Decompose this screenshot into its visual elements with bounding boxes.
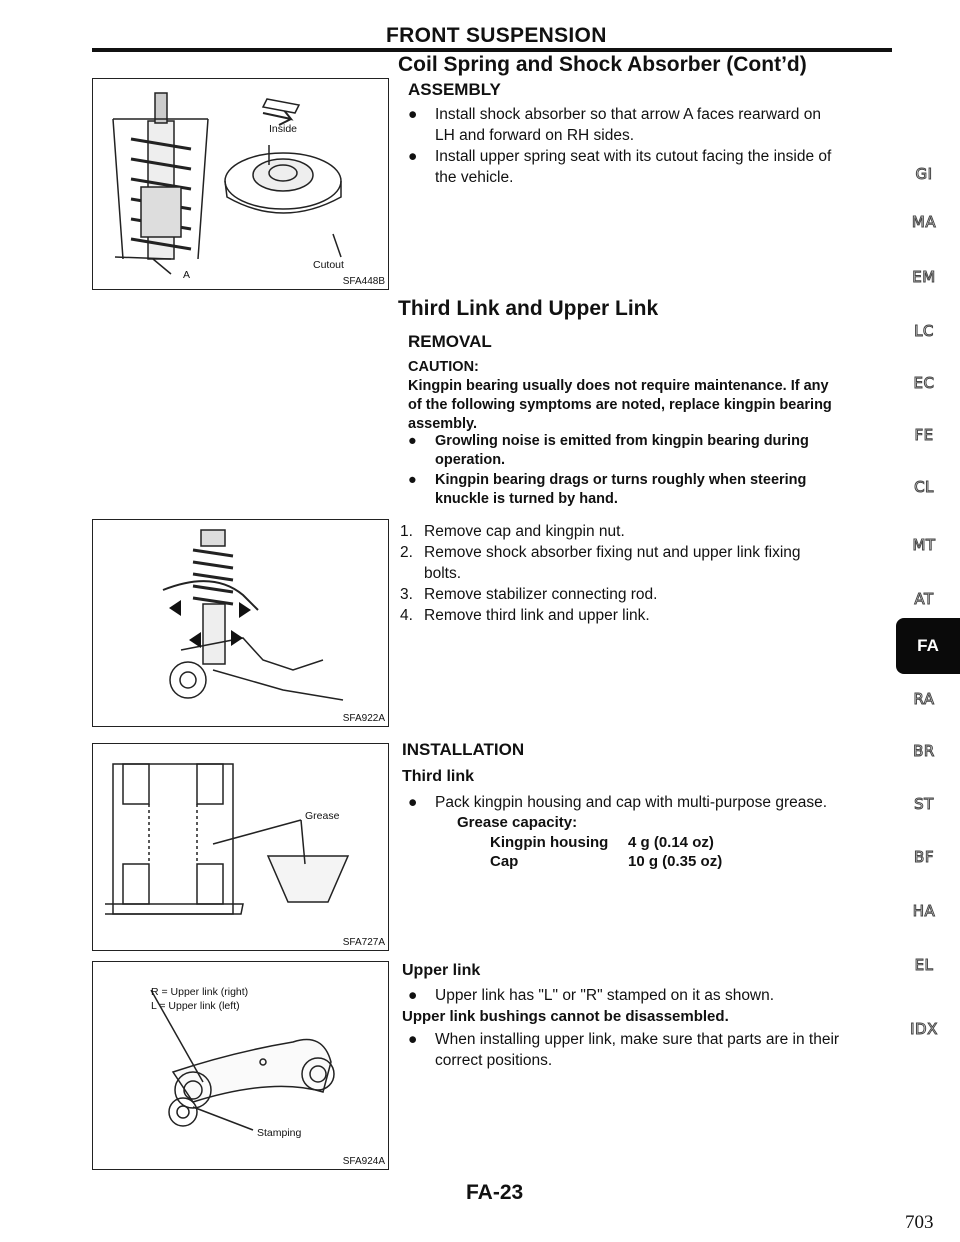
cap-capacity-value: 10 g (0.35 oz) — [628, 853, 723, 870]
cutout-label: Cutout — [313, 259, 344, 271]
bullet-icon: ● — [408, 987, 418, 1004]
bullet-icon: ● — [408, 148, 418, 165]
section-title: FRONT SUSPENSION — [386, 24, 607, 47]
grease-bullet: ● Pack kingpin housing and cap with multi-purpose grease. — [408, 794, 828, 811]
index-tab-lc[interactable]: LC — [914, 322, 934, 340]
figure-code: SFA924A — [342, 1156, 385, 1167]
index-tab-idx[interactable]: IDX — [910, 1020, 938, 1038]
upper-link-bullet-1: ● Upper link has "L" or "R" stamped on it as shown. — [408, 987, 775, 1004]
grease-label: Grease — [305, 810, 340, 822]
index-tab-fe[interactable]: FE — [914, 426, 934, 444]
assembly-bullet-1: ● Install shock absorber so that arrow A faces rearward on LH and forward on RH sides. — [408, 106, 821, 144]
step-2: 2. Remove shock absorber fixing nut and upper link fixing bolts. — [400, 544, 801, 582]
caution-block: CAUTION: Kingpin bearing usually does not require maintenance. If any of the following symptoms are noted, replace kingpin bearing assembly. — [408, 359, 832, 432]
index-tab-em[interactable]: EM — [912, 268, 936, 286]
bullet-icon: ● — [408, 1031, 418, 1048]
removal-heading: REMOVAL — [408, 332, 492, 351]
assembly-heading: ASSEMBLY — [408, 80, 501, 99]
figure-code: SFA448B — [342, 276, 385, 287]
index-tab-ec[interactable]: EC — [913, 374, 935, 392]
index-tab-gi[interactable]: GI — [915, 165, 933, 183]
removal-steps — [400, 521, 896, 626]
symptom-2: ● Kingpin bearing drags or turns roughly when steering knuckle is turned by hand. — [408, 472, 807, 507]
bullet-icon: ● — [408, 472, 417, 488]
shock-assembly-illustration — [93, 79, 388, 289]
step-1: 1. Remove cap and kingpin nut. — [400, 523, 625, 540]
inside-label: Inside — [269, 123, 298, 135]
grease-capacity-label: Grease capacity: — [457, 814, 578, 831]
page-code: FA-23 — [466, 1181, 524, 1204]
figure-code: SFA727A — [342, 937, 385, 948]
kingpin-capacity-row: Kingpin housing — [490, 834, 609, 851]
installation-heading: INSTALLATION — [402, 740, 525, 759]
bullet-icon: ● — [408, 106, 418, 123]
bullet-icon: ● — [408, 433, 417, 449]
third-link-section-title: Third Link and Upper Link — [398, 297, 659, 320]
upper-link-warning: Upper link bushings cannot be disassembled. — [402, 1008, 729, 1025]
index-tab-br[interactable]: BR — [913, 742, 935, 760]
upper-link-bullet-2: ● When installing upper link, make sure that parts are in their correct positions. — [408, 1031, 840, 1069]
figure-code: SFA922A — [342, 713, 385, 724]
figure-kingpin-grease — [92, 743, 389, 951]
index-tab-ma[interactable]: MA — [911, 213, 937, 231]
header-rule — [92, 48, 892, 52]
symptom-1: ● Growling noise is emitted from kingpin bearing during operation. — [408, 433, 809, 468]
suspension-illustration — [93, 520, 388, 726]
upper-link-subheading: Upper link — [402, 962, 481, 979]
l-label: L = Upper link (left) — [151, 1000, 240, 1012]
figure-upper-link — [92, 961, 389, 1170]
index-tab-ra[interactable]: RA — [913, 690, 935, 708]
index-tab-st[interactable]: ST — [914, 795, 934, 813]
index-tab-mt[interactable]: MT — [912, 536, 936, 554]
bullet-icon: ● — [408, 794, 418, 811]
index-tab-el[interactable]: EL — [914, 956, 934, 974]
assembly-bullet-2: ● Install upper spring seat with its cutout facing the inside of the vehicle. — [408, 148, 832, 186]
index-tab-bf[interactable]: BF — [914, 848, 934, 866]
cap-capacity-row: Cap — [490, 853, 519, 870]
index-tab-ha[interactable]: HA — [912, 902, 936, 920]
index-tab-cl[interactable]: CL — [914, 478, 934, 496]
index-tab-fa-active[interactable]: FA — [896, 618, 960, 674]
coil-section-title: Coil Spring and Shock Absorber (Cont’d) — [398, 53, 807, 76]
figure-suspension-removal — [92, 519, 389, 727]
kingpin-capacity-value: 4 g (0.14 oz) — [628, 834, 714, 851]
r-label: R = Upper link (right) — [151, 986, 249, 998]
kingpin-grease-illustration — [93, 744, 388, 950]
third-link-subheading: Third link — [402, 768, 474, 785]
index-tab-at[interactable]: AT — [914, 590, 934, 608]
figure-shock-assembly — [92, 78, 389, 290]
step-3: 3. Remove stabilizer connecting rod. — [400, 586, 658, 603]
arrow-a-label: A — [183, 269, 191, 281]
step-4: 4. Remove third link and upper link. — [400, 607, 650, 624]
page-number: 703 — [905, 1212, 934, 1233]
stamping-label: Stamping — [257, 1127, 302, 1139]
